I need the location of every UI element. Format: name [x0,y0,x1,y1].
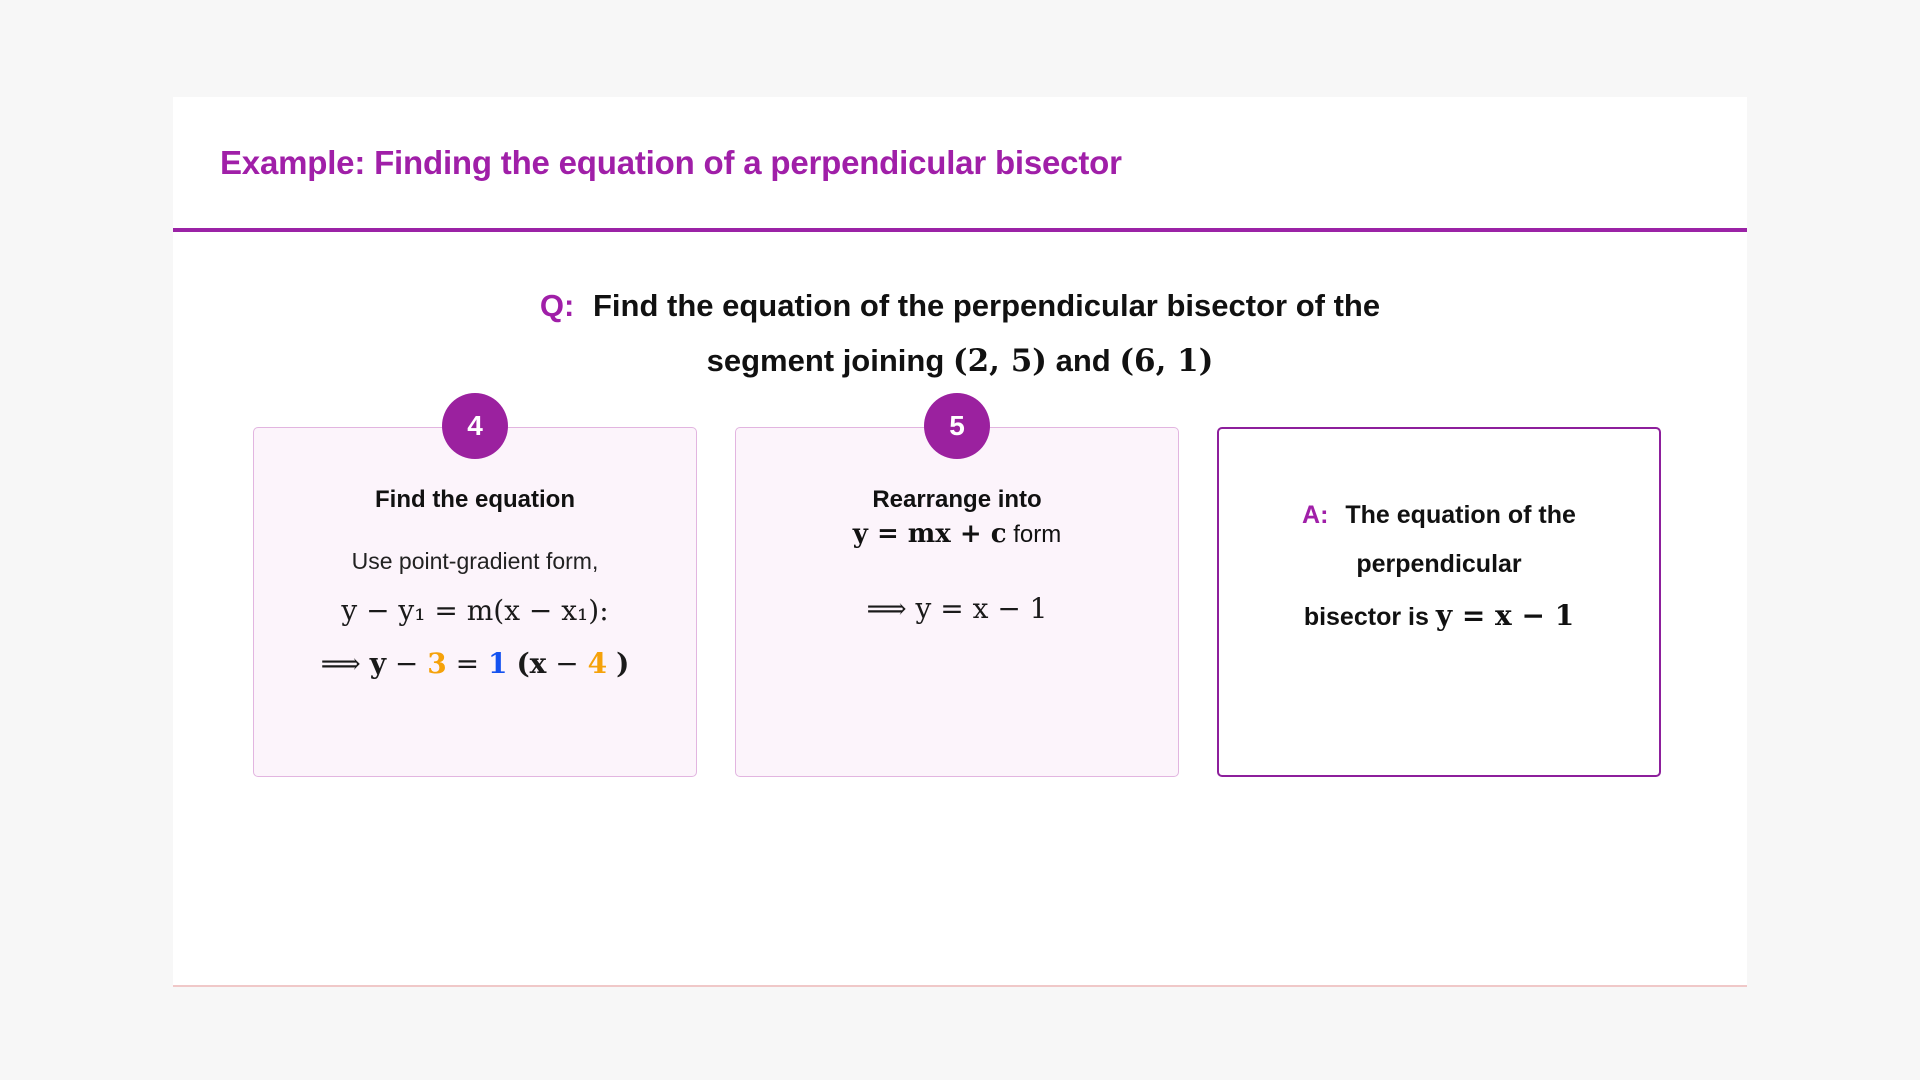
answer-text-line-1: The equation of the [1345,501,1576,530]
step-card-5 [735,410,1179,777]
step-4-implies-icon: ⟹ [320,646,361,680]
step-4-result-y: y [369,646,386,680]
step-5-title-pre: Rearrange into [872,486,1042,514]
answer-card [1217,427,1661,777]
step-badge-4: 4 [442,393,508,459]
question-text-line-2-pre: segment joining [706,343,945,379]
step-5-title [762,484,1152,551]
step-4-result-open-paren: (x [516,646,547,680]
answer-line-2: perpendicular [1356,550,1522,579]
question-point-2: (6, 1) [1119,343,1214,380]
question-line-2 [233,333,1687,389]
step-badge-5: 5 [924,393,990,459]
step-5-title-post: form [1013,520,1062,548]
slide [173,97,1747,987]
steps-container [173,410,1747,777]
question-line-1 [233,278,1687,333]
answer-text-line-3-pre: bisector is [1303,602,1429,631]
answer-line-3 [1245,589,1633,644]
step-4-result-close-paren: ) [616,646,630,680]
step-4-result-equals: = [455,646,480,680]
step-4-result-minus-1: − [394,646,419,680]
step-4-result-minus-2: − [555,646,579,680]
answer-label: A: [1302,501,1329,530]
step-card-4 [253,410,697,777]
answer-formula: y = x − 1 [1435,598,1575,632]
step-4-result-value-4: 4 [587,646,608,680]
step-4-title: Find the equation [375,486,575,514]
question-block [233,278,1687,389]
question-label: Q: [539,288,575,323]
step-4-result [280,637,670,690]
question-text-line-2-mid: and [1055,343,1111,379]
answer-line-1 [1245,491,1633,540]
question-point-1: (2, 5) [952,343,1047,380]
step-4-result-value-1: 1 [488,646,508,680]
step-4-result-value-3: 3 [427,646,447,680]
step-5-title-formula: y = mx + c [852,518,1007,549]
step-5-result: ⟹ y = x − 1 [866,591,1048,625]
slide-header [173,97,1747,232]
step-4-formula: y − y₁ = m(x − x₁): [341,593,609,627]
page-title: Example: Finding the equation of a perpendicular bisector [220,143,1122,181]
question-text-line-1: Find the equation of the perpendicular bisector of the [592,288,1381,323]
step-4-text: Use point-gradient form, [351,547,599,574]
